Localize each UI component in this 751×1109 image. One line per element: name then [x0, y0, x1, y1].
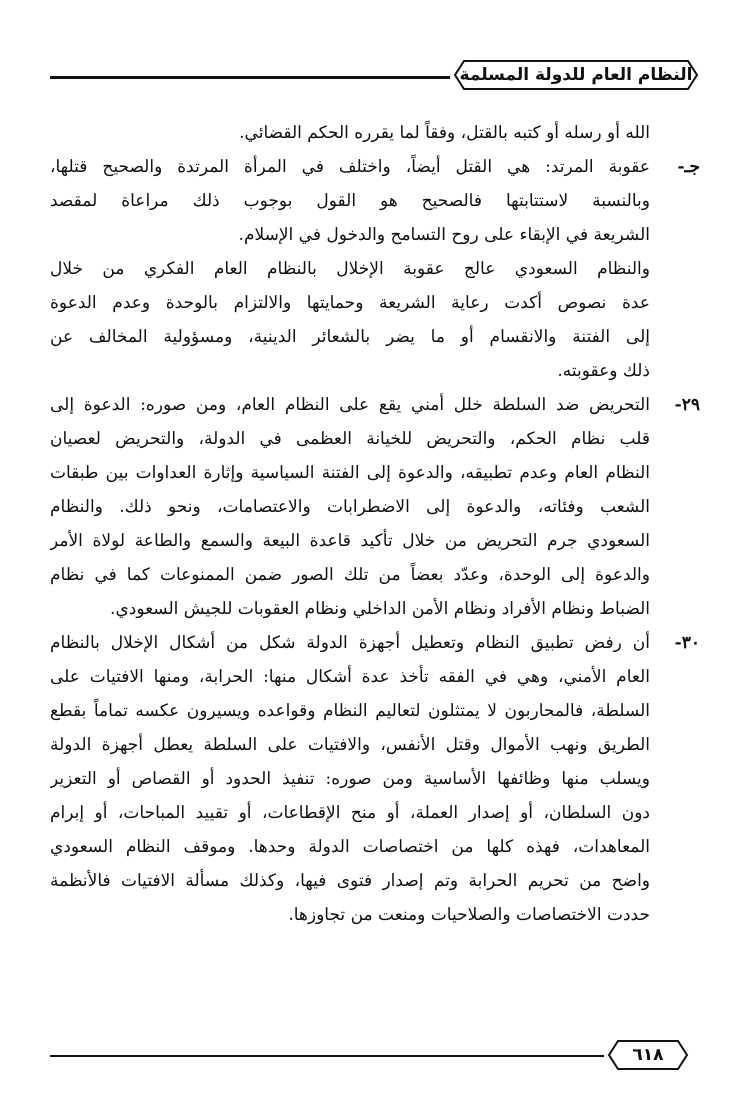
item-body [50, 626, 650, 932]
text-line: التحريض ضد السلطة خلل أمني يقع على النظام العام، ومن صوره: الدعوة إلى [50, 395, 650, 415]
item-body [50, 388, 650, 626]
item-29 [50, 388, 700, 626]
text-line: السعودي جرم التحريض من خلال تأكيد قاعدة البيعة والسمع والطاعة لولاة الأمر [50, 531, 650, 551]
text-line: العام الأمني، وهي في الفقه تأخذ عدة أشكال منها: الحرابة، ومنها الافتيات على [50, 667, 650, 687]
item-30 [50, 626, 700, 932]
text-line: وبالنسبة لاستتابتها فالصحيح هو القول بوجوب ذلك مراعاة لمقصد [50, 191, 650, 211]
item-label: ٢٩- [674, 395, 700, 415]
text-line: ويسلب منها وظائفها الأساسية ومن صوره: تنفيذ الحدود أو القصاص أو التعزير [50, 769, 650, 789]
header-badge [452, 58, 700, 92]
text-line: الشريعة في الإبقاء على روح التسامح والدخول في الإسلام. [238, 225, 650, 245]
text-line: حددت الاختصاصات والصلاحيات ومنعت من تجاوزها. [288, 905, 650, 925]
text-line: عقوبة المرتد: هي القتل أيضاً، واختلف في المرأة المرتدة والصحيح قتلها، [50, 157, 650, 177]
text-line: واضح من تحريم الحرابة وتم إصدار فتوى فيها، وكذلك مسألة الافتيات فالأنظمة [50, 871, 650, 891]
text-line: السلطة، فالمحاربون لا يمتثلون لتعاليم النظام وقواعده ويسيرون عكسه تماماً بقطع [50, 701, 650, 721]
header-rule [50, 76, 450, 79]
paragraph-saudi [50, 252, 700, 388]
body-text [50, 116, 700, 932]
item-label: جـ- [677, 157, 700, 177]
footer-rule [50, 1055, 604, 1057]
text-line: أن رفض تطبيق النظام وتعطيل أجهزة الدولة شكل من أشكال الإخلال بالنظام [50, 633, 650, 653]
text-line: عدة نصوص أكدت رعاية الشريعة وحمايتها والالتزام بالوحدة وعدم الدعوة [50, 293, 650, 313]
text-line: النظام العام وعدم تطبيقه، والدعوة إلى الفتنة السياسية وإثارة العداوات بين طبقات [50, 463, 650, 483]
text-line: الشعب وفئاته، والدعوة إلى الاضطرابات والاعتصامات، ونحو ذلك. والنظام [50, 497, 650, 517]
item-j [50, 150, 700, 252]
text-line: والدعوة إلى الوحدة، وعدّد بعضاً من تلك الصور ضمن الممنوعات كما في نظام [50, 565, 650, 585]
page-footer [50, 1038, 700, 1074]
running-header [50, 58, 700, 94]
text-line: الضباط ونظام الأفراد ونظام الأمن الداخلي ونظام العقوبات للجيش السعودي. [110, 599, 650, 619]
text-line: قلب نظام الحكم، والتحريض للخيانة العظمى في الدولة، والتحريض لعصيان [50, 429, 650, 449]
text-line: دون السلطان، أو إصدار العملة، أو منح الإقطاعات، أو تقييد المباحات، أو إبرام [50, 803, 650, 823]
text-line: الله أو رسله أو كتبه بالقتل، وفقاً لما يقرره الحكم القضائي. [239, 123, 650, 143]
text-line: الطريق ونهب الأموال وقتل الأنفس، والافتيات على السلطة يعطل أجهزة الدولة [50, 735, 650, 755]
text-line: والنظام السعودي عالج عقوبة الإخلال بالنظام العام الفكري من خلال [50, 259, 650, 279]
text-line: ذلك وعقوبته. [557, 361, 650, 381]
item-body [50, 150, 650, 252]
text-line: المعاهدات، فهذه كلها من اختصاصات الدولة وحدها. وموقف النظام السعودي [50, 837, 650, 857]
item-label: ٣٠- [674, 633, 700, 653]
text-line: إلى الفتنة والانقسام أو ما يضر بالشعائر الدينية، ومسؤولية المخالف عن [50, 327, 650, 347]
page-number: ٦١٨ [632, 1045, 664, 1065]
header-title: النظام العام للدولة المسلمة [459, 65, 693, 85]
page-number-badge [606, 1038, 690, 1072]
